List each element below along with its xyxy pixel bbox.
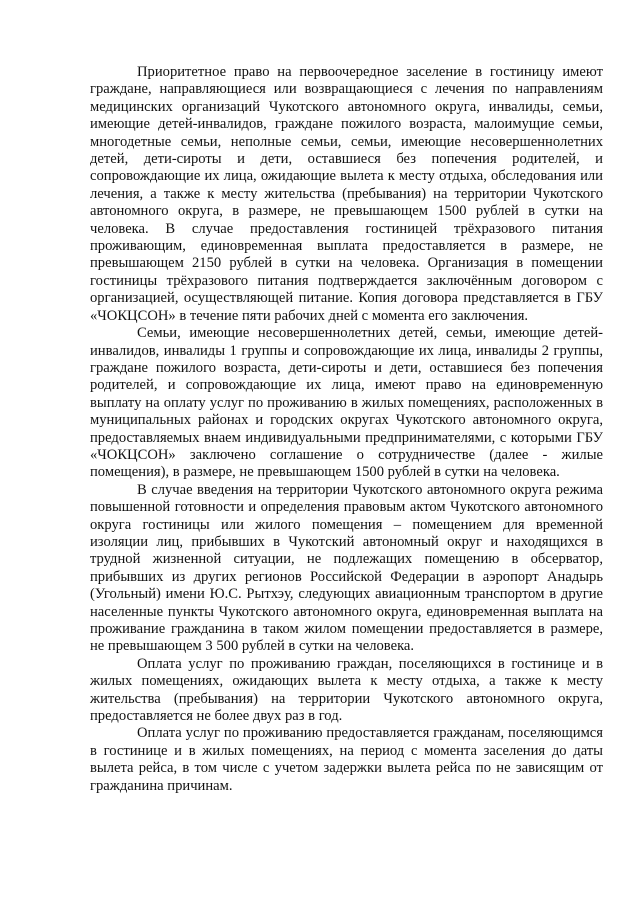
paragraph-families-payment: Семьи, имеющие несовершеннолетних детей, семьи, имеющие детей-инвалидов, инвалиды 1 группы и сопровождающие их лица, инвалиды 2 группы, граждане пожилого возраста, дети-сироты и дети, оставшиеся без попечения родителей, и сопровождающие их лица, имеют право на единовременную выплату на оплату услуг по проживанию в жилых помещениях, расположенных в муниципальных районах и городских округах Чукотского автономного округа, предоставляемых внаем индивидуальными предпринимателями, с которыми ГБУ «ЧОКЦСОН» заключено соглашение о сотрудничестве (далее - жилые помещения), в размере, не превышающем 1500 рублей в сутки на человека.: [90, 325, 603, 481]
paragraph-high-alert-regime: В случае введения на территории Чукотского автономного округа режима повышенной готовности и определения правовым актом Чукотского автономного округа гостиницы или жилого помещения – помещением для временной изоляции лиц, прибывших в Чукотский автономный округ и находящихся в трудной жизненной ситуации, не подлежащих помещению в обсерватор, прибывших из других регионов Российской Федерации в аэропорт Анадырь (Угольный) имени Ю.С. Рытхэу, следующих авиационным транспортом в другие населенные пункты Чукотского автономного округа, единовременная выплата на проживание гражданина в таком жилом помещении предоставляется в размере, не превышающем 3 500 рублей в сутки на человека.: [90, 481, 603, 655]
paragraph-payment-frequency: Оплата услуг по проживанию граждан, поселяющихся в гостинице и в жилых помещениях, ожидающих вылета к месту отдыха, а также к месту жительства (пребывания) на территории Чукотского автономного округа, предоставляется не более двух раз в год.: [90, 655, 603, 725]
paragraph-payment-period: Оплата услуг по проживанию предоставляется гражданам, поселяющимся в гостинице и в жилых помещениях, на период с момента заселения до даты вылета рейса, в том числе с учетом задержки вылета рейса по не зависящим от гражданина причинам.: [90, 725, 603, 794]
document-body: [90, 64, 603, 795]
paragraph-priority-right: Приоритетное право на первоочередное заселение в гостиницу имеют граждане, направляющиеся или возвращающиеся с лечения по направлениям медицинских организаций Чукотского автономного округа, инвалиды, семьи, имеющие детей-инвалидов, граждане пожилого возраста, малоимущие семьи, многодетные семьи, неполные семьи, семьи, имеющие несовершеннолетних детей, дети-сироты и дети, оставшиеся без попечения родителей, и сопровождающие их лица, ожидающие вылета к месту отдыха, обследования или лечения, а также к месту жительства (пребывания) на территории Чукотского автономного округа, в размере, не превышающем 1500 рублей в сутки на человека. В случае предоставления гостиницей трёхразового питания проживающим, единовременная выплата предоставляется в размере, не превышающем 2150 рублей в сутки на человека. Организация в помещении гостиницы трёхразового питания подтверждается заключённым договором с организацией, осуществляющей питание. Копия договора представляется в ГБУ «ЧОКЦСОН» в течение пяти рабочих дней с момента его заключения.: [90, 64, 603, 324]
